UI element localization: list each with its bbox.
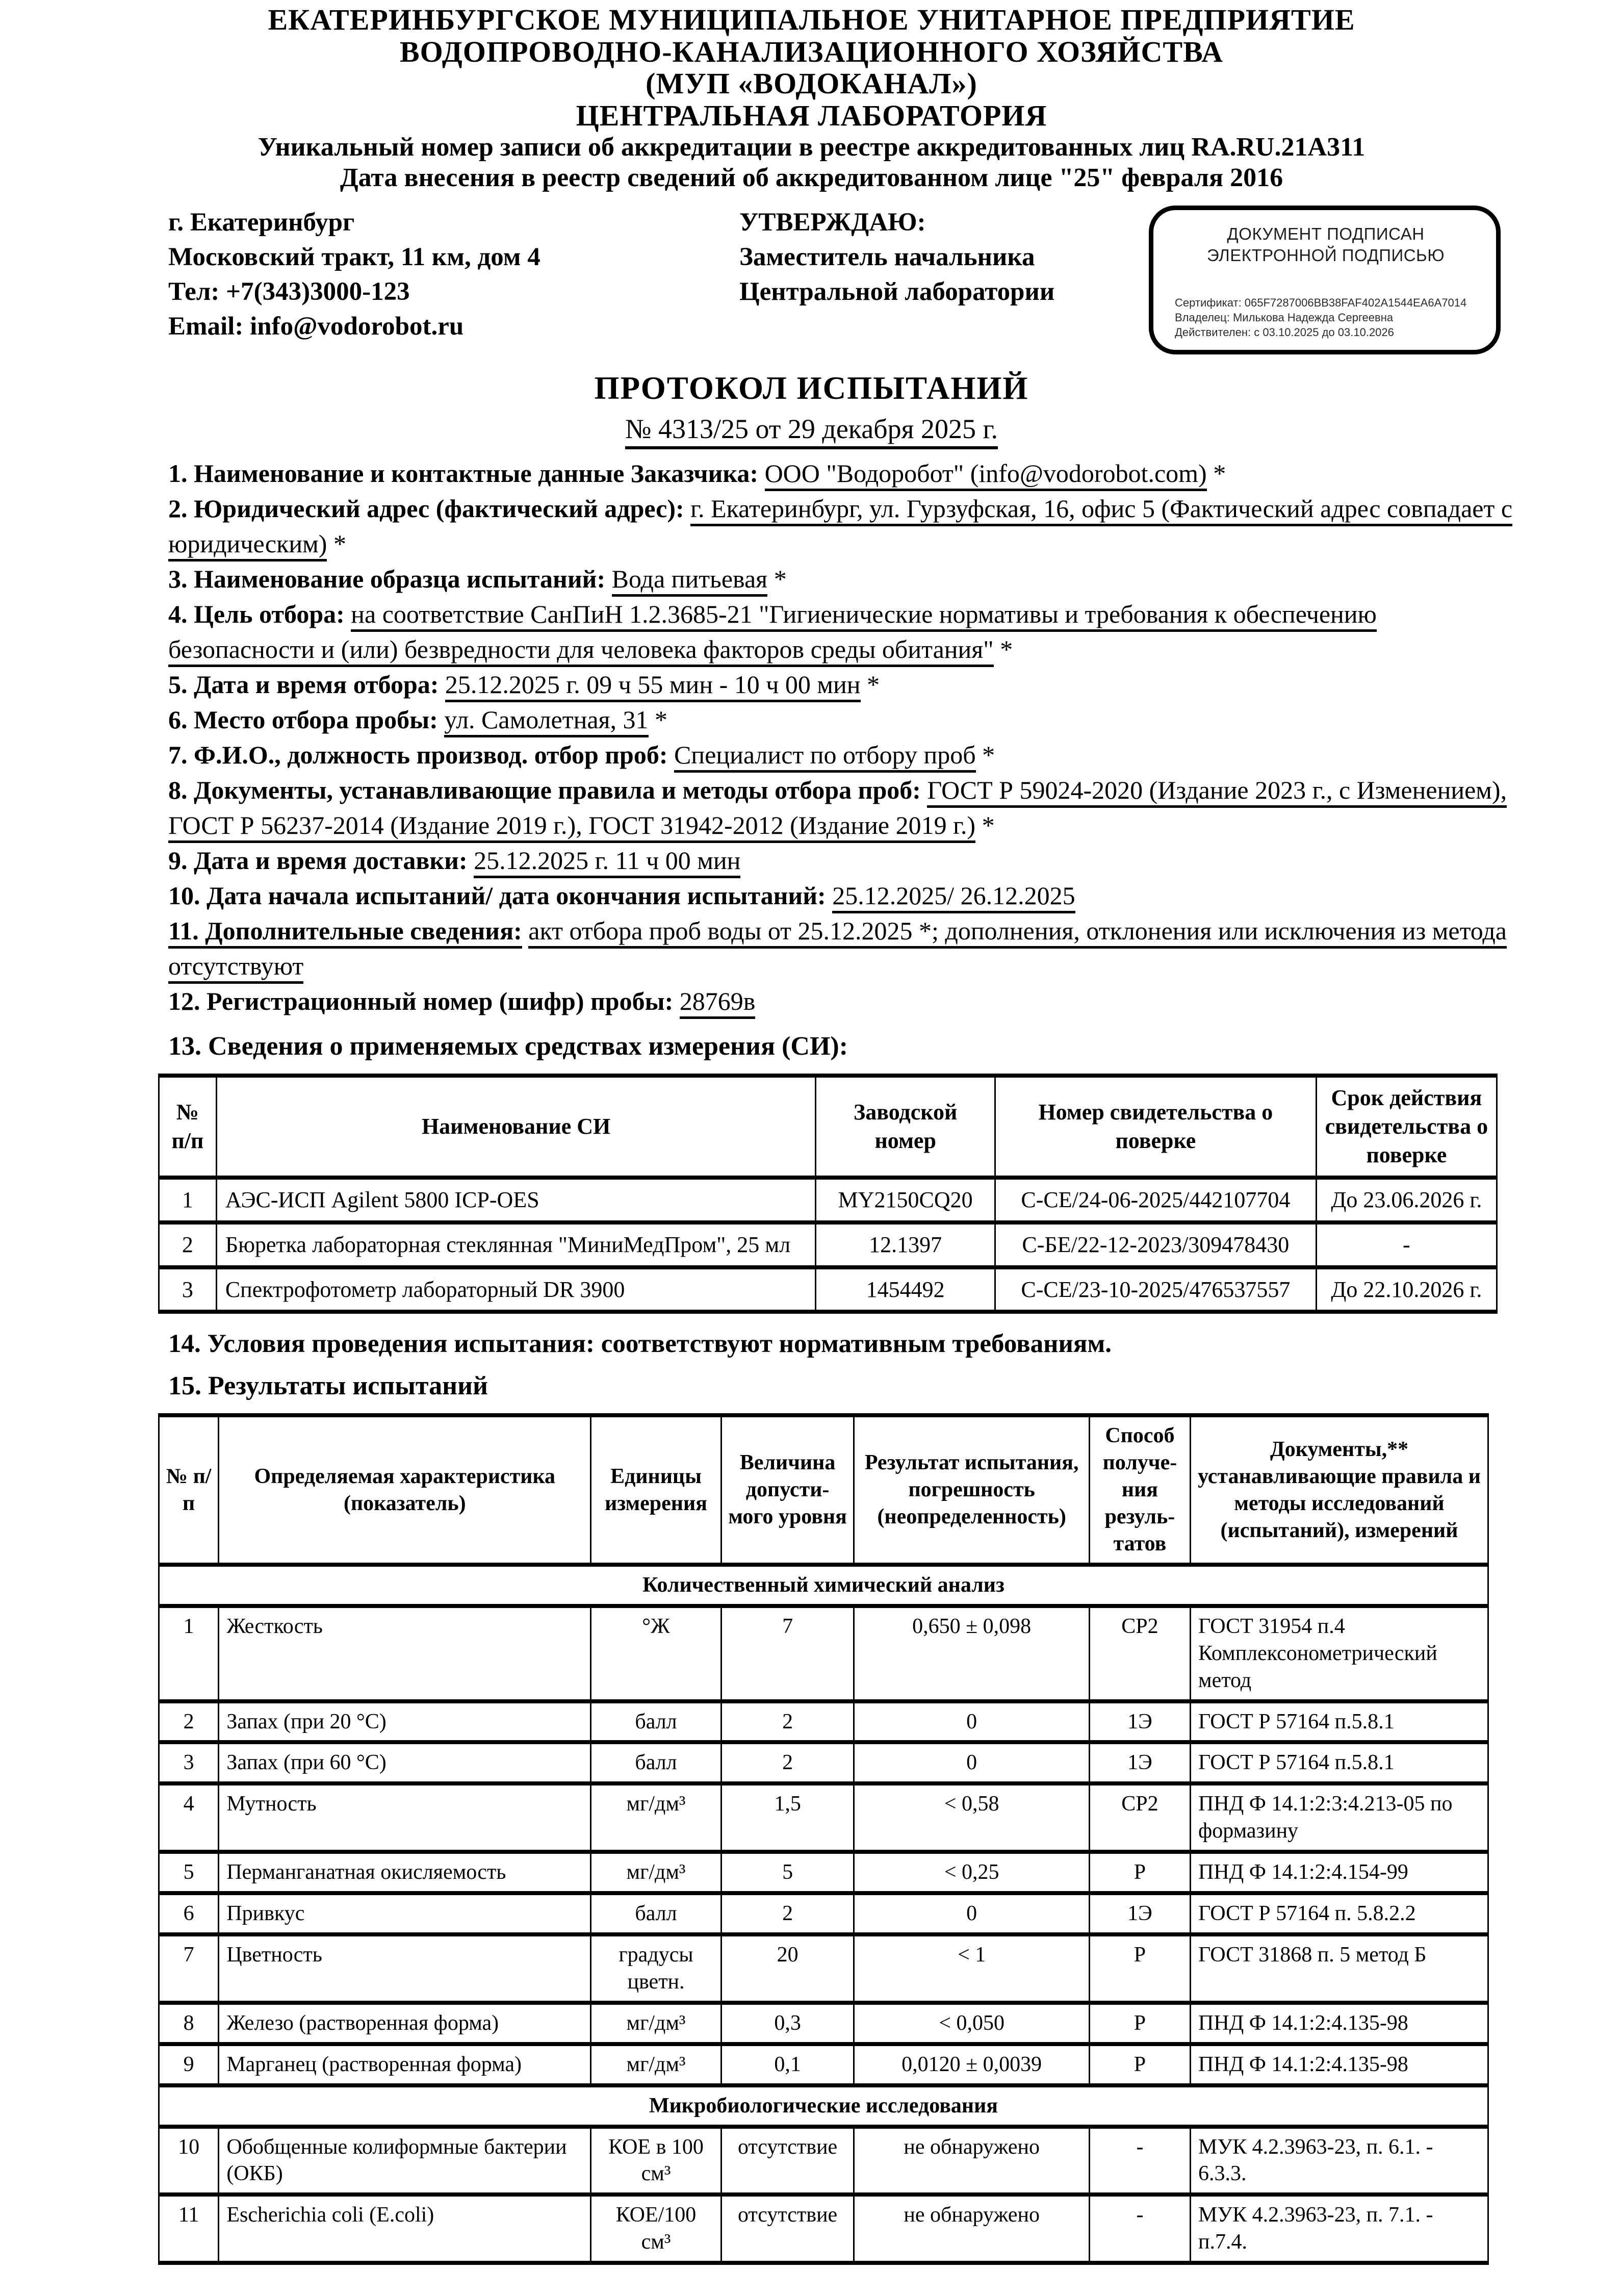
org-lab-line: ЦЕНТРАЛЬНАЯ ЛАБОРАТОРИЯ (576, 98, 1047, 132)
org-name-line-3: (МУП «ВОДОКАНАЛ») (646, 67, 977, 100)
table-cell: 6 (159, 1893, 219, 1934)
table-cell: балл (591, 1701, 721, 1743)
table-cell: - (1316, 1222, 1497, 1267)
table-cell: 5 (159, 1852, 219, 1893)
item-4 (168, 597, 1521, 667)
item-label: 2. Юридический адрес (фактический адрес): (168, 494, 684, 523)
item-5 (168, 667, 1521, 702)
table-cell: 12.1397 (816, 1222, 995, 1267)
table-cell: Мутность (219, 1783, 591, 1852)
org-name-line-2: ВОДОПРОВОДНО-КАНАЛИЗАЦИОННОГО ХОЗЯЙСТВА (399, 35, 1224, 68)
item-suffix: * (993, 635, 1013, 664)
stamp-title-line-1: ДОКУМЕНТ ПОДПИСАН (1227, 224, 1425, 244)
table-cell: С-СЕ/23-10-2025/476537557 (995, 1267, 1316, 1312)
item-label: 3. Наименование образца испытаний: (168, 565, 606, 594)
accreditation-date-line: Дата внесения в реестр сведений об аккредитованном лице "25" февраля 2016 (340, 163, 1283, 192)
table-row (159, 1606, 1488, 1701)
table-cell: 9 (159, 2044, 219, 2085)
table-cell: 3 (159, 1742, 219, 1783)
table-cell: Жесткость (219, 1606, 591, 1701)
item-11 (168, 913, 1521, 984)
item-10 (168, 878, 1521, 913)
table-cell: 0,650 ± 0,098 (854, 1606, 1089, 1701)
table-cell: 0 (854, 1742, 1089, 1783)
table-cell: До 23.06.2026 г. (1316, 1178, 1497, 1222)
item-9 (168, 843, 1521, 878)
results-header-characteristic: Определяемая характеристика (показатель) (219, 1415, 591, 1565)
org-name-line-1: ЕКАТЕРИНБУРГСКОЕ МУНИЦИПАЛЬНОЕ УНИТАРНОЕ ПРЕДПРИЯТИЕ (268, 3, 1355, 36)
item-3 (168, 562, 1521, 597)
contact-phone: Тел: +7(343)3000-123 (168, 277, 410, 306)
item-label: 12. Регистрационный номер (шифр) пробы: (168, 987, 674, 1016)
table-cell: МУК 4.2.3963-23, п. 7.1. - п.7.4. (1191, 2195, 1488, 2263)
org-header (0, 0, 1623, 193)
section-title: Микробиологические исследования (159, 2085, 1488, 2127)
contact-email: Email: info@vodorobot.ru (168, 312, 464, 341)
table-cell: 2 (159, 1701, 219, 1743)
table-cell: балл (591, 1893, 721, 1934)
table-cell: МУК 4.2.3963-23, п. 6.1. - 6.3.3. (1191, 2127, 1488, 2195)
table-cell: Перманганатная окисляемость (219, 1852, 591, 1893)
table-cell: АЭС-ИСП Agilent 5800 ICP-OES (216, 1178, 816, 1222)
item-label: 11. Дополнительные сведения: (168, 916, 522, 949)
si-header-name: Наименование СИ (216, 1076, 816, 1178)
table-cell: ГОСТ 31868 п. 5 метод Б (1191, 1934, 1488, 2003)
table-row (159, 2003, 1488, 2044)
table-cell: < 1 (854, 1934, 1089, 2003)
table-cell: < 0,050 (854, 2003, 1089, 2044)
table-row (159, 1701, 1488, 1743)
table-cell: 7 (721, 1606, 854, 1701)
section-14-label: 14. Условия проведения испытания: (168, 1330, 595, 1359)
results-header-result: Результат испытания, погрешность (неопределенность) (854, 1415, 1089, 1565)
table-cell: 0 (854, 1701, 1089, 1743)
table-cell: Р (1089, 2044, 1190, 2085)
table-row (159, 1222, 1497, 1267)
protocol-number-line (0, 413, 1623, 445)
stamp-title (1175, 223, 1477, 266)
results-header-row (159, 1415, 1488, 1565)
item-value: 25.12.2025/ 26.12.2025 (832, 881, 1075, 913)
table-cell: Спектрофотометр лабораторный DR 3900 (216, 1267, 816, 1312)
table-cell: 1Э (1089, 1893, 1190, 1934)
item-value: на соответствие СанПиН 1.2.3685-21 "Гигиенические нормативы и требования к обеспечению безопасности и (или) безвредности для человека факторов среды обитания" (168, 600, 1377, 667)
table-cell: 2 (721, 1893, 854, 1934)
table-cell: 5 (721, 1852, 854, 1893)
item-12 (168, 984, 1521, 1019)
table-cell: - (1089, 2195, 1190, 2263)
table-cell: 3 (159, 1267, 217, 1312)
results-header-num: № п/п (159, 1415, 219, 1565)
table-cell: Бюретка лабораторная стеклянная "МиниМедПром", 25 мл (216, 1222, 816, 1267)
table-cell: 0,1 (721, 2044, 854, 2085)
item-label: 1. Наименование и контактные данные Заказчика: (168, 459, 759, 488)
section-13-heading: 13. Сведения о применяемых средствах измерения (СИ): (168, 1032, 848, 1061)
stamp-validity: Действителен: с 03.10.2025 до 03.10.2026 (1175, 326, 1394, 339)
item-label: 10. Дата начала испытаний/ дата окончания испытаний: (168, 881, 826, 910)
results-header-method-code: Способ получе- ния резуль- татов (1089, 1415, 1190, 1565)
table-cell: СР2 (1089, 1783, 1190, 1852)
contact-city: г. Екатеринбург (168, 208, 355, 237)
item-value: акт отбора проб воды от 25.12.2025 *; дополнения, отклонения или исключения из метода отсутствуют (168, 916, 1507, 984)
si-header-certificate: Номер свидетельства о поверке (995, 1076, 1316, 1178)
item-suffix: * (975, 811, 995, 840)
table-cell: не обнаружено (854, 2127, 1089, 2195)
table-cell: 0,0120 ± 0,0039 (854, 2044, 1089, 2085)
table-cell: Р (1089, 1934, 1190, 2003)
table-cell: ПНД Ф 14.1:2:4.135-98 (1191, 2003, 1488, 2044)
section-row (159, 2085, 1488, 2127)
results-table (158, 1413, 1489, 2265)
table-cell: 1454492 (816, 1267, 995, 1312)
item-suffix: * (767, 565, 787, 594)
item-2 (168, 491, 1521, 562)
item-label: 8. Документы, устанавливающие правила и методы отбора проб: (168, 776, 921, 805)
si-header-serial: Заводской номер (816, 1076, 995, 1178)
item-suffix: * (975, 741, 995, 770)
table-cell: 0,3 (721, 2003, 854, 2044)
item-value: г. Екатеринбург, ул. Гурзуфская, 16, офис 5 (Фактический адрес совпадает с юридическим) (168, 494, 1512, 562)
table-cell: 0 (854, 1893, 1089, 1934)
table-row (159, 1852, 1488, 1893)
item-value: ГОСТ Р 59024-2020 (Издание 2023 г., с Изменением), ГОСТ Р 56237-2014 (Издание 2019 г.), ГОСТ 31942-2012 (Издание 2019 г.) (168, 776, 1507, 843)
approval-position-line-2: Центральной лаборатории (739, 277, 1055, 306)
table-cell: мг/дм³ (591, 1783, 721, 1852)
section-14-line (0, 1314, 1623, 1359)
table-cell: 4 (159, 1783, 219, 1852)
si-table (158, 1074, 1498, 1314)
table-cell: ГОСТ 31954 п.4 Комплексонометрический метод (1191, 1606, 1488, 1701)
section-row (159, 1565, 1488, 1606)
table-cell: ПНД Ф 14.1:2:4.154-99 (1191, 1852, 1488, 1893)
table-cell: 8 (159, 2003, 219, 2044)
table-row (159, 1178, 1497, 1222)
table-cell: < 0,58 (854, 1783, 1089, 1852)
table-cell: Марганец (растворенная форма) (219, 2044, 591, 2085)
si-header-num: № п/п (159, 1076, 217, 1178)
item-value: Вода питьевая (612, 565, 768, 597)
table-cell: С-БЕ/22-12-2023/309478430 (995, 1222, 1316, 1267)
table-cell: 2 (721, 1701, 854, 1743)
table-cell: КОЕ/100 см³ (591, 2195, 721, 2263)
table-row (159, 2044, 1488, 2085)
item-value: Специалист по отбору проб (674, 741, 976, 773)
table-cell: 2 (721, 1742, 854, 1783)
item-label: 6. Место отбора пробы: (168, 705, 438, 734)
table-cell: 2 (159, 1222, 217, 1267)
item-8 (168, 773, 1521, 843)
table-cell: 11 (159, 2195, 219, 2263)
item-suffix: * (648, 705, 668, 734)
item-suffix: * (327, 529, 346, 558)
table-cell: До 22.10.2026 г. (1316, 1267, 1497, 1312)
item-label: 4. Цель отбора: (168, 600, 345, 629)
accreditation-number-line: Уникальный номер записи об аккредитации в реестре аккредитованных лиц RA.RU.21А311 (257, 132, 1366, 162)
protocol-number: № 4313/25 от 29 декабря 2025 г. (625, 414, 998, 449)
table-cell: Железо (растворенная форма) (219, 2003, 591, 2044)
item-label: 9. Дата и время доставки: (168, 846, 468, 875)
stamp-details (1175, 295, 1477, 340)
stamp-owner: Владелец: Милькова Надежда Сергеевна (1175, 311, 1394, 324)
table-cell: Р (1089, 2003, 1190, 2044)
table-cell: Обобщенные колиформные бактерии (ОКБ) (219, 2127, 591, 2195)
table-row (159, 1783, 1488, 1852)
table-cell: 1 (159, 1606, 219, 1701)
item-label: 5. Дата и время отбора: (168, 670, 439, 699)
item-value: ООО "Водоробот" (info@vodorobot.com) (765, 459, 1207, 491)
table-cell: Цветность (219, 1934, 591, 2003)
table-row (159, 1267, 1497, 1312)
results-header-documents: Документы,** устанавливающие правила и методы исследований (испытаний), измерений (1191, 1415, 1488, 1565)
section-14-value: соответствуют нормативным требованиям. (601, 1330, 1112, 1359)
table-cell: 1Э (1089, 1742, 1190, 1783)
table-cell: отсутствие (721, 2127, 854, 2195)
table-cell: Р (1089, 1852, 1190, 1893)
approval-position-line-1: Заместитель начальника (739, 242, 1035, 271)
title-block (0, 370, 1623, 445)
table-cell: балл (591, 1742, 721, 1783)
table-cell: Привкус (219, 1893, 591, 1934)
si-header-validity: Срок действия свидетельства о поверке (1316, 1076, 1497, 1178)
si-header-row (159, 1076, 1497, 1178)
contact-address: Московский тракт, 11 км, дом 4 (168, 242, 540, 271)
table-cell: °Ж (591, 1606, 721, 1701)
item-7 (168, 737, 1521, 773)
table-cell: ГОСТ Р 57164 п.5.8.1 (1191, 1701, 1488, 1743)
section-title: Количественный химический анализ (159, 1565, 1488, 1606)
table-cell: С-СЕ/24-06-2025/442107704 (995, 1178, 1316, 1222)
info-row (0, 193, 1623, 354)
table-cell: 10 (159, 2127, 219, 2195)
table-cell: градусы цветн. (591, 1934, 721, 2003)
table-cell: ГОСТ Р 57164 п. 5.8.2.2 (1191, 1893, 1488, 1934)
item-value: ул. Самолетная, 31 (444, 705, 648, 737)
table-cell: < 0,25 (854, 1852, 1089, 1893)
contact-block (168, 206, 607, 344)
table-cell: ПНД Ф 14.1:2:4.135-98 (1191, 2044, 1488, 2085)
table-row (159, 1742, 1488, 1783)
approval-block (739, 206, 1066, 309)
table-cell: не обнаружено (854, 2195, 1089, 2263)
table-cell: СР2 (1089, 1606, 1190, 1701)
item-value: 25.12.2025 г. 09 ч 55 мин - 10 ч 00 мин (445, 670, 861, 702)
table-row (159, 2195, 1488, 2263)
item-1 (168, 456, 1521, 491)
stamp-certificate: Сертификат: 065F7287006BB38FAF402A1544EA6A7014 (1175, 296, 1467, 310)
table-cell: Запах (при 20 °С) (219, 1701, 591, 1743)
table-cell: мг/дм³ (591, 2003, 721, 2044)
stamp-title-line-2: ЭЛЕКТРОННОЙ ПОДПИСЬЮ (1206, 246, 1445, 265)
table-cell: 1Э (1089, 1701, 1190, 1743)
section-15-heading: 15. Результаты испытаний (168, 1371, 488, 1401)
item-value: 28769в (680, 987, 756, 1019)
approval-title: УТВЕРЖДАЮ: (739, 208, 926, 237)
page-title: ПРОТОКОЛ ИСПЫТАНИЙ (594, 370, 1029, 406)
table-cell: Escherichia coli (E.coli) (219, 2195, 591, 2263)
item-suffix: * (1206, 459, 1226, 488)
results-header-limit: Величина допусти- мого уровня (721, 1415, 854, 1565)
table-cell: MY2150CQ20 (816, 1178, 995, 1222)
table-row (159, 1934, 1488, 2003)
item-6 (168, 702, 1521, 737)
table-cell: - (1089, 2127, 1190, 2195)
table-cell: мг/дм³ (591, 1852, 721, 1893)
table-cell: 1,5 (721, 1783, 854, 1852)
table-cell: КОЕ в 100 см³ (591, 2127, 721, 2195)
table-cell: мг/дм³ (591, 2044, 721, 2085)
item-value: 25.12.2025 г. 11 ч 00 мин (474, 846, 740, 878)
table-cell: 1 (159, 1178, 217, 1222)
item-label: 7. Ф.И.О., должность производ. отбор проб: (168, 741, 668, 770)
electronic-signature-stamp (1149, 206, 1501, 354)
table-row (159, 2127, 1488, 2195)
table-row (159, 1893, 1488, 1934)
table-cell: 20 (721, 1934, 854, 2003)
results-header-units: Единицы измерения (591, 1415, 721, 1565)
table-cell: Запах (при 60 °С) (219, 1742, 591, 1783)
table-cell: 7 (159, 1934, 219, 2003)
table-cell: ПНД Ф 14.1:2:3:4.213-05 по формазину (1191, 1783, 1488, 1852)
items-list (0, 445, 1623, 1019)
table-cell: ГОСТ Р 57164 п.5.8.1 (1191, 1742, 1488, 1783)
item-suffix: * (860, 670, 880, 699)
table-cell: отсутствие (721, 2195, 854, 2263)
